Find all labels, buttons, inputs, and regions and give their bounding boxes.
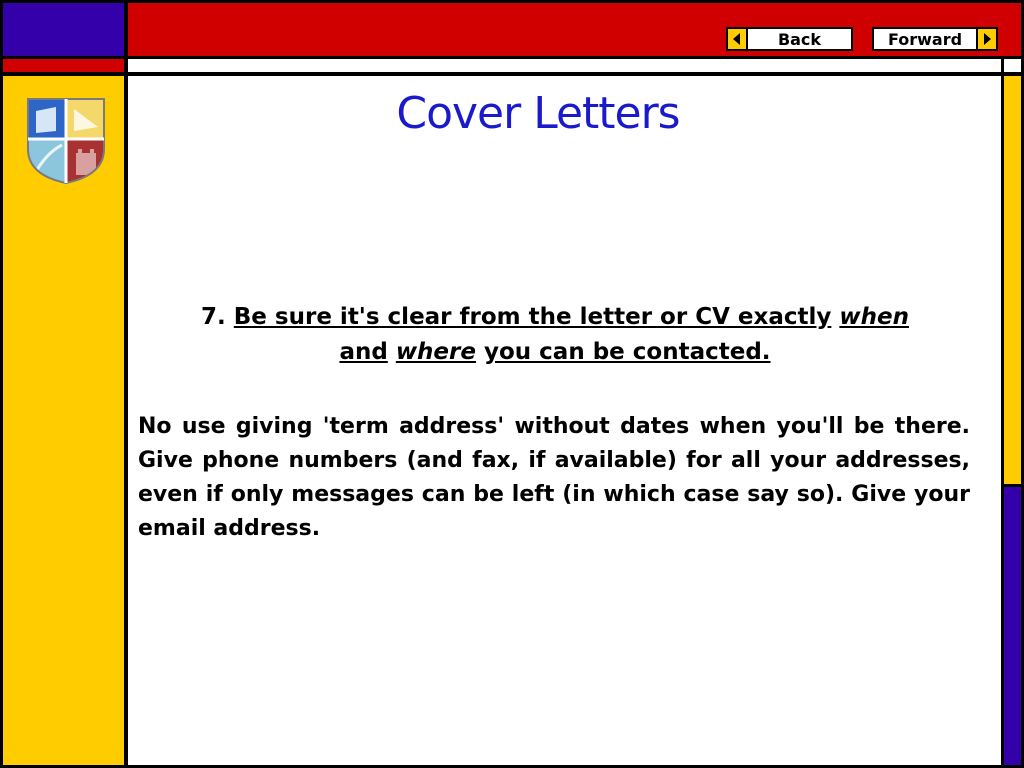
university-crest-icon xyxy=(26,97,106,185)
point-emphasis-when: when xyxy=(839,304,909,330)
point-text-2: and xyxy=(339,339,388,365)
corner-block xyxy=(3,3,124,56)
point-text-3: you can be contacted. xyxy=(484,339,771,365)
back-button[interactable] xyxy=(726,27,853,51)
right-sidebar-lower xyxy=(1004,487,1021,765)
slide-title: Cover Letters xyxy=(396,88,680,139)
point-number: 7. xyxy=(201,304,226,330)
forward-button-label: Forward xyxy=(887,29,963,49)
point-text-1: Be sure it's clear from the letter or CV exactly xyxy=(233,304,832,330)
top-strip xyxy=(128,59,1001,72)
right-arrow-icon xyxy=(976,29,996,49)
forward-button[interactable] xyxy=(872,27,998,51)
left-strip xyxy=(3,59,124,72)
left-arrow-icon xyxy=(728,29,748,49)
point-heading xyxy=(155,300,955,370)
right-sidebar-upper xyxy=(1004,76,1021,484)
point-emphasis-where: where xyxy=(395,339,476,365)
back-button-label: Back xyxy=(777,29,822,49)
body-paragraph: No use giving 'term address' without dates when you'll be there. Give phone numbers (and fax, if available) for all your addresses, even if only messages can be left (in which case say so). Give your email address. xyxy=(138,414,970,541)
right-strip xyxy=(1004,59,1021,72)
